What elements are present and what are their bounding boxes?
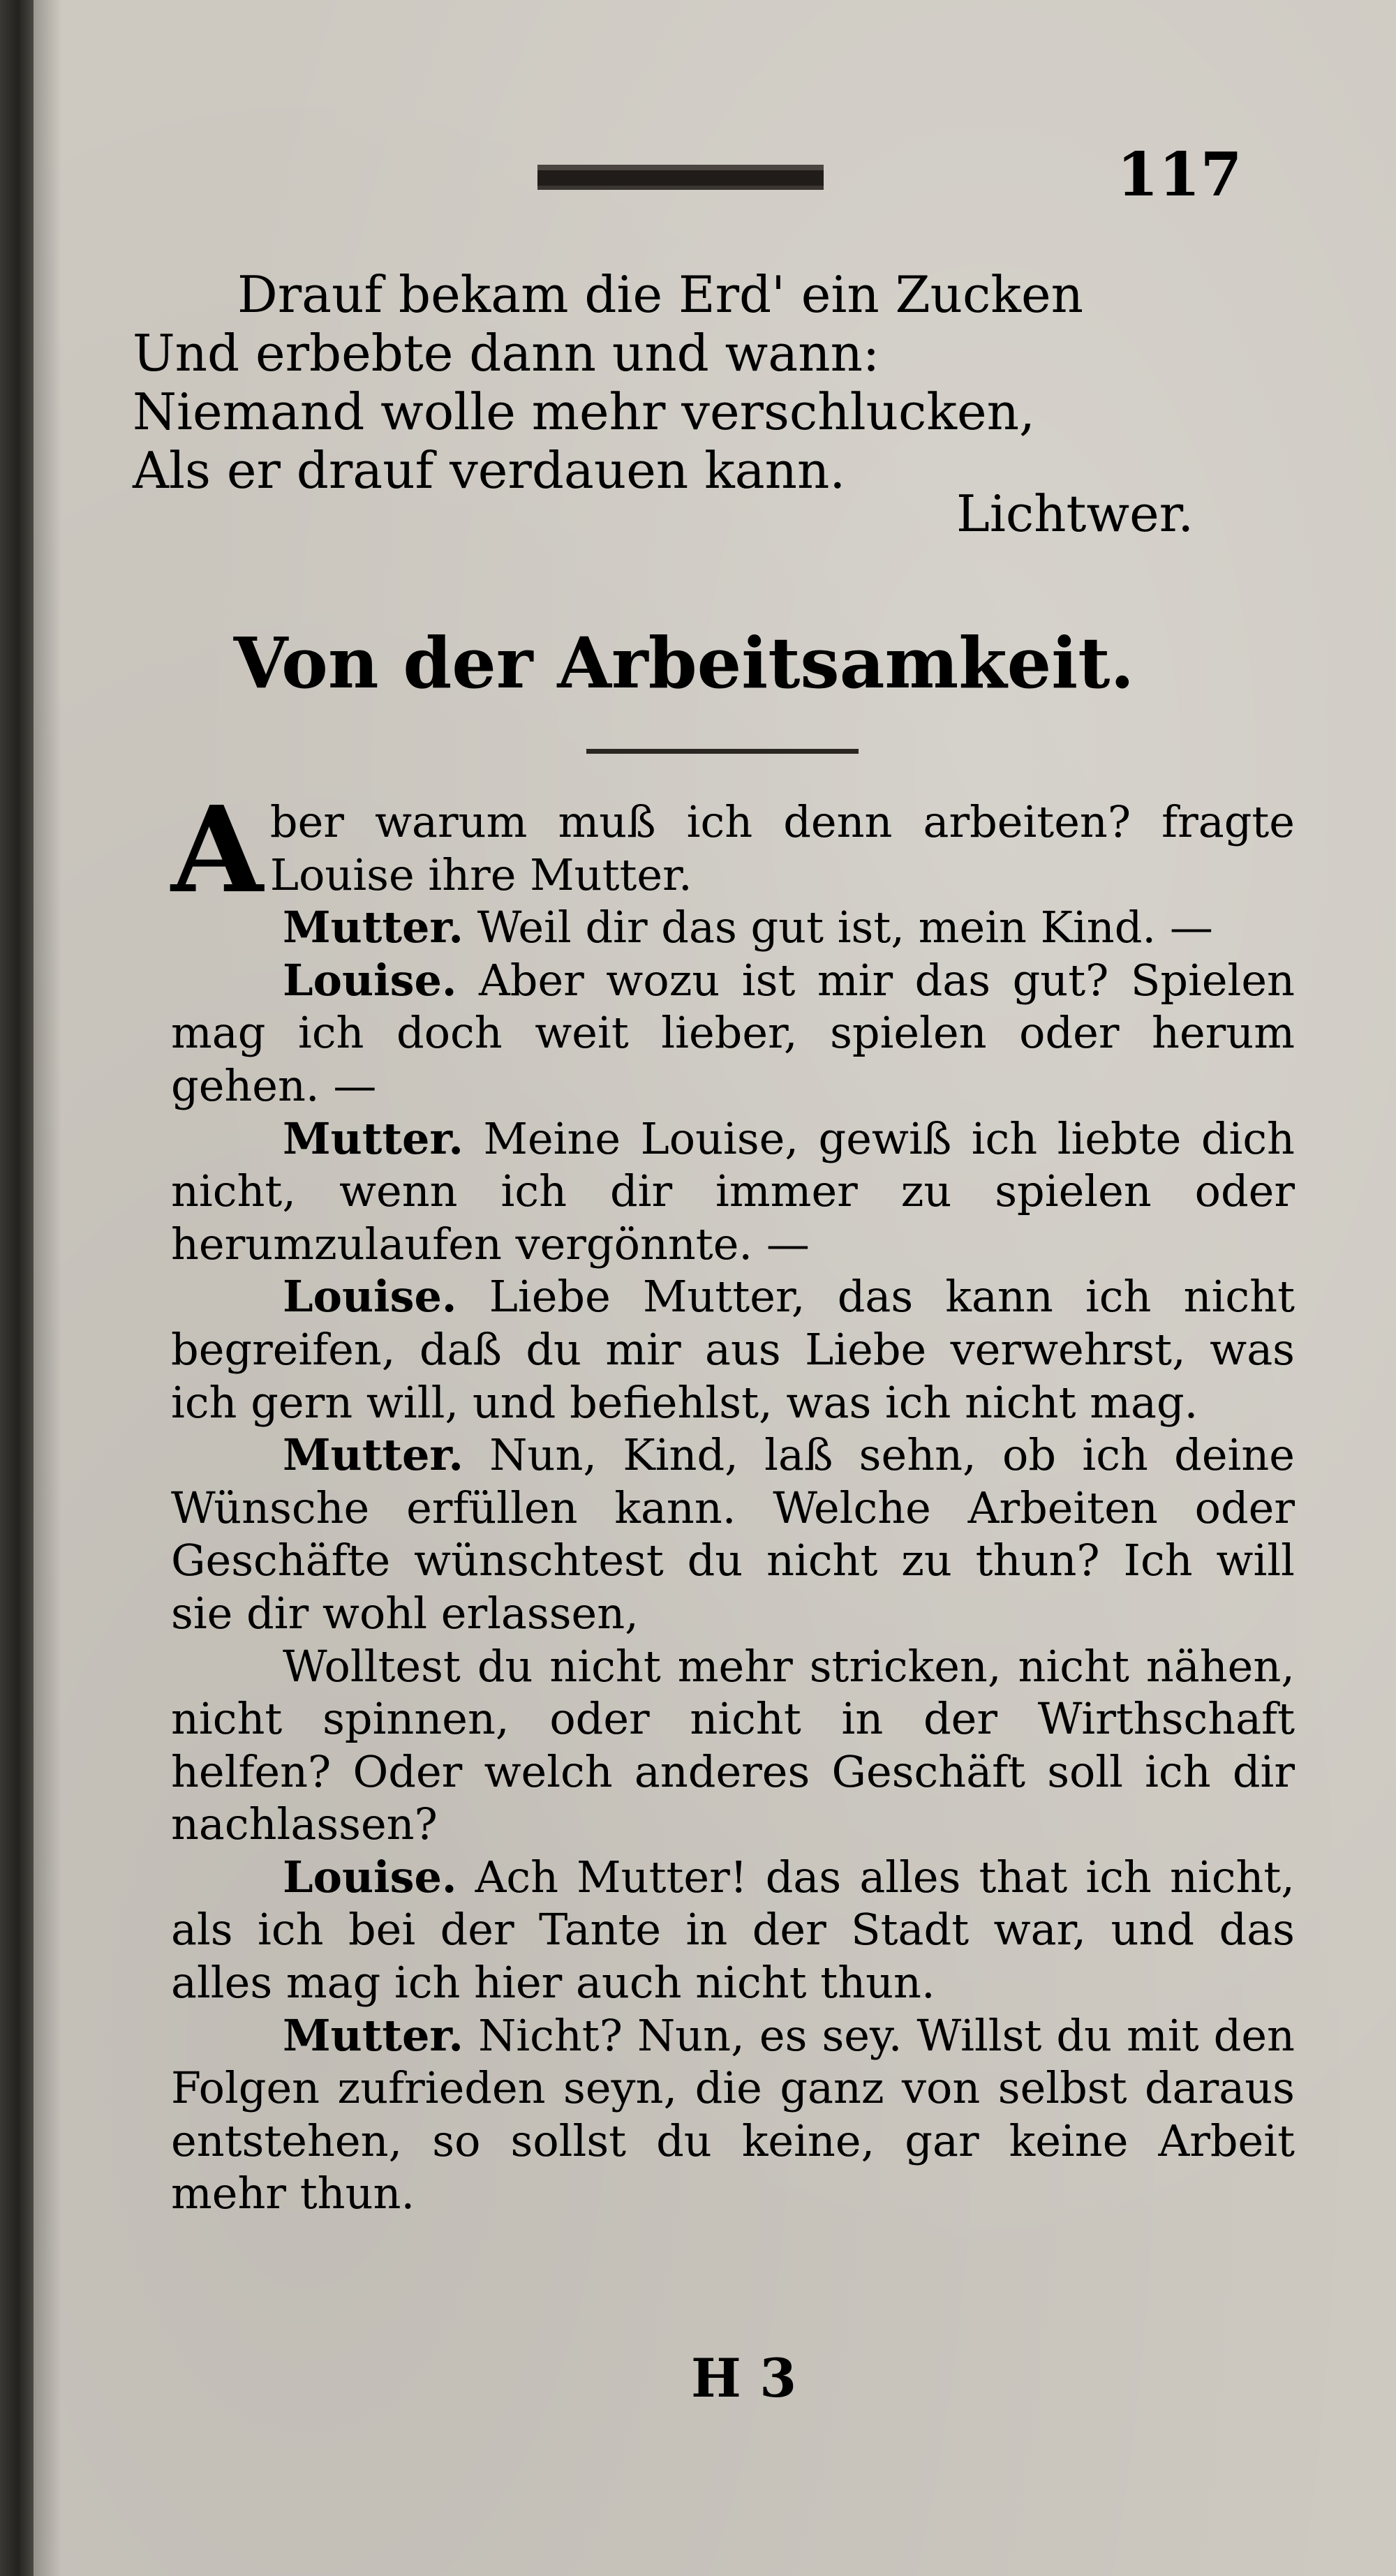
- poem-line: Niemand wolle mehr verschlucken,: [133, 382, 1035, 441]
- paragraph-text: Nun, Kind, laß sehn, ob ich deine Wünsche erfüllen kann. Welche Arbeiten oder Geschäfte wünschtest du nicht zu thun? Ich will sie dir wohl erlassen,: [171, 1429, 1295, 1639]
- dialogue-paragraph: [171, 1429, 1295, 1639]
- gutter-shadow: [34, 0, 61, 2576]
- dialogue-paragraph: [171, 1851, 1295, 2009]
- signature-mark: H 3: [691, 2347, 797, 2409]
- dialogue-paragraph: [171, 2009, 1295, 2220]
- paragraph-text: Meine Louise, gewiß ich liebte dich nicht, wenn ich dir immer zu spielen oder herumzulaufen vergönnte. —: [171, 1112, 1295, 1270]
- page-number: 117: [1117, 140, 1242, 210]
- speaker-label: Mutter.: [283, 1112, 463, 1164]
- paragraph-text: Nicht? Nun, es sey. Willst du mit den Folgen zufrieden seyn, die ganz von selbst daraus entstehen, so sollst du keine, gar keine Arbeit mehr thun.: [171, 2009, 1295, 2219]
- dialogue-paragraph: [171, 1640, 1295, 1851]
- poem-stanza: [133, 265, 1249, 500]
- poem-line: Drauf bekam die Erd' ein Zucken: [237, 265, 1083, 324]
- section-rule: [586, 749, 859, 754]
- speaker-label: Mutter.: [283, 1429, 463, 1481]
- speaker-label: Louise.: [283, 1271, 457, 1323]
- speaker-label: Mutter.: [283, 2009, 463, 2061]
- dialogue-paragraph: [171, 954, 1295, 1112]
- paragraph-text: ber warum muß ich denn arbeiten? fragte Louise ihre Mutter.: [269, 796, 1295, 900]
- speaker-label: Mutter.: [283, 902, 463, 953]
- section-heading: Von der Arbeitsamkeit.: [233, 622, 1135, 704]
- poem-line: Als er drauf verdauen kann.: [133, 441, 846, 500]
- dialogue-text: [171, 780, 1295, 2220]
- dialogue-paragraph: [171, 901, 1295, 954]
- paragraph-text: Ach Mutter! das alles that ich nicht, als ich bei der Tante in der Stadt war, und das alles mag ich hier auch nicht thun.: [171, 1851, 1295, 2009]
- poem-author: Lichtwer.: [956, 484, 1194, 543]
- speaker-label: Louise.: [283, 1851, 457, 1903]
- dialogue-paragraph: [171, 780, 1295, 920]
- dialogue-paragraph: [171, 1270, 1295, 1429]
- dialogue-paragraph: [171, 1112, 1295, 1271]
- drop-cap: A: [171, 780, 263, 920]
- poem-line: Und erbebte dann und wann:: [133, 324, 880, 382]
- speaker-label: Louise.: [283, 954, 457, 1006]
- paragraph-text: Weil dir das gut ist, mein Kind. —: [477, 902, 1213, 953]
- book-spine: [0, 0, 34, 2576]
- paragraph-text: Wolltest du nicht mehr stricken, nicht nähen, nicht spinnen, oder nicht in der Wirthschaft helfen? Oder welch anderes Geschäft soll ich dir nachlassen?: [171, 1640, 1295, 1850]
- paragraph-text: Aber wozu ist mir das gut? Spielen mag ich doch weit lieber, spielen oder herum gehen. —: [171, 954, 1295, 1111]
- header-rule: [537, 165, 824, 190]
- paragraph-text: Liebe Mutter, das kann ich nicht begreifen, daß du mir aus Liebe verwehrst, was ich gern will, und befiehlst, was ich nicht mag.: [171, 1271, 1295, 1428]
